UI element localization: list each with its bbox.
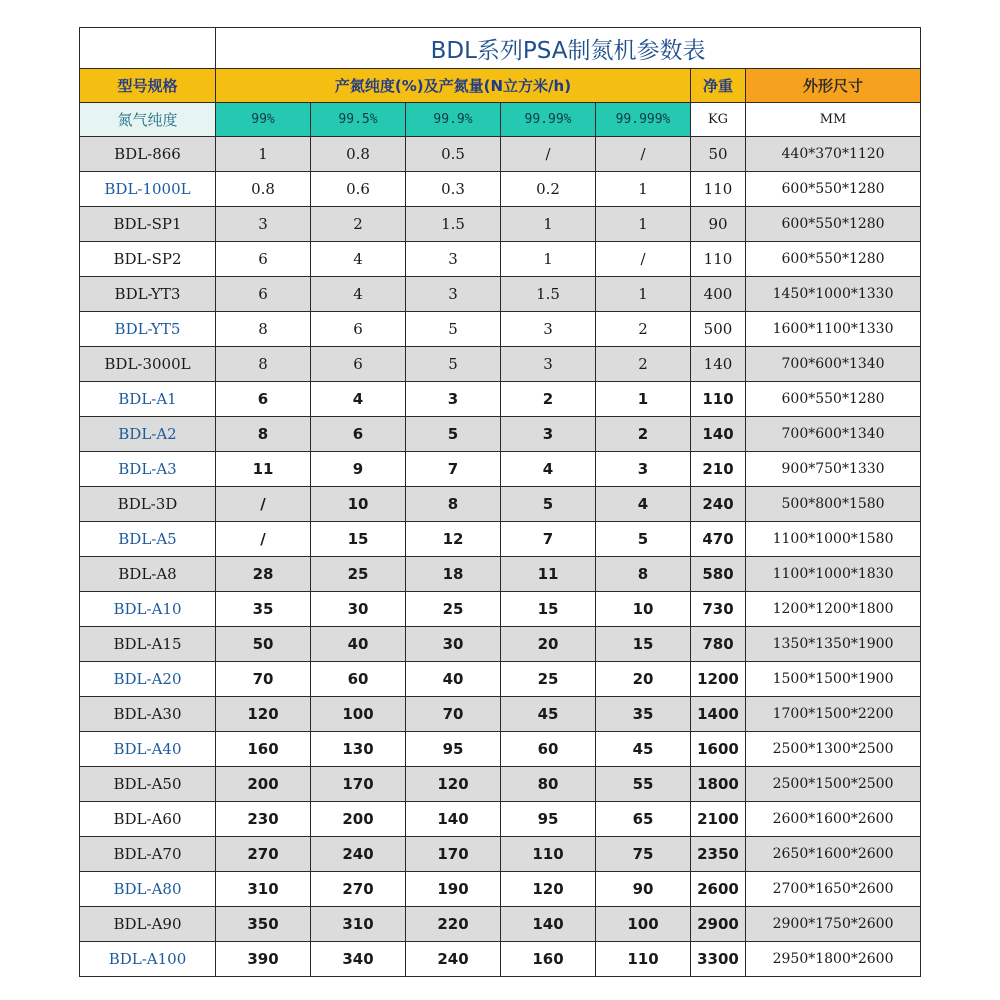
flow-cell: 8	[216, 417, 311, 452]
table-row	[80, 837, 921, 872]
flow-cell: 6	[311, 347, 406, 382]
flow-cell: 350	[216, 907, 311, 942]
purity-row	[80, 103, 921, 137]
flow-cell: 50	[216, 627, 311, 662]
model-cell: BDL-A1	[80, 382, 216, 417]
model-cell: BDL-A40	[80, 732, 216, 767]
parameter-table	[79, 27, 921, 977]
dims-cell: 2950*1800*2600	[746, 942, 921, 977]
purity-cell: 99.9%	[406, 103, 501, 137]
flow-cell: 2	[596, 347, 691, 382]
flow-cell: 10	[311, 487, 406, 522]
flow-cell: 7	[406, 452, 501, 487]
model-cell: BDL-A90	[80, 907, 216, 942]
weight-cell: 1600	[691, 732, 746, 767]
flow-cell: 20	[501, 627, 596, 662]
flow-cell: 3	[501, 417, 596, 452]
flow-cell: 15	[501, 592, 596, 627]
dims-cell: 1350*1350*1900	[746, 627, 921, 662]
table-row	[80, 592, 921, 627]
flow-cell: 6	[216, 277, 311, 312]
weight-cell: 210	[691, 452, 746, 487]
flow-cell: /	[596, 137, 691, 172]
flow-cell: 5	[406, 312, 501, 347]
flow-cell: 3	[501, 347, 596, 382]
flow-cell: 4	[501, 452, 596, 487]
flow-cell: 3	[406, 242, 501, 277]
flow-cell: 60	[311, 662, 406, 697]
flow-cell: 130	[311, 732, 406, 767]
weight-unit: KG	[691, 103, 746, 137]
flow-cell: 0.6	[311, 172, 406, 207]
flow-cell: 6	[216, 242, 311, 277]
flow-cell: 1	[596, 207, 691, 242]
model-cell: BDL-A3	[80, 452, 216, 487]
flow-cell: 12	[406, 522, 501, 557]
weight-cell: 2900	[691, 907, 746, 942]
model-cell: BDL-SP2	[80, 242, 216, 277]
weight-cell: 110	[691, 172, 746, 207]
flow-cell: 25	[311, 557, 406, 592]
dims-cell: 1600*1100*1330	[746, 312, 921, 347]
flow-cell: 110	[596, 942, 691, 977]
dims-cell: 900*750*1330	[746, 452, 921, 487]
dims-cell: 2650*1600*2600	[746, 837, 921, 872]
parameter-table-container	[79, 27, 920, 977]
table-row	[80, 627, 921, 662]
flow-cell: /	[216, 487, 311, 522]
flow-cell: 240	[406, 942, 501, 977]
flow-cell: 95	[501, 802, 596, 837]
flow-cell: 55	[596, 767, 691, 802]
flow-cell: 28	[216, 557, 311, 592]
weight-cell: 2600	[691, 872, 746, 907]
flow-cell: 35	[216, 592, 311, 627]
table-row	[80, 137, 921, 172]
flow-cell: 2	[596, 312, 691, 347]
flow-cell: 200	[311, 802, 406, 837]
flow-cell: 140	[501, 907, 596, 942]
flow-cell: 1	[501, 242, 596, 277]
flow-cell: 80	[501, 767, 596, 802]
flow-cell: /	[596, 242, 691, 277]
dims-cell: 1200*1200*1800	[746, 592, 921, 627]
table-title: BDL系列PSA制氮机参数表	[216, 28, 921, 69]
flow-cell: 2	[311, 207, 406, 242]
flow-cell: 140	[406, 802, 501, 837]
flow-cell: 0.5	[406, 137, 501, 172]
flow-cell: 30	[311, 592, 406, 627]
dims-cell: 1700*1500*2200	[746, 697, 921, 732]
table-row	[80, 277, 921, 312]
flow-cell: 10	[596, 592, 691, 627]
dims-cell: 600*550*1280	[746, 207, 921, 242]
model-cell: BDL-A20	[80, 662, 216, 697]
flow-cell: 1	[501, 207, 596, 242]
flow-cell: 4	[311, 242, 406, 277]
flow-cell: 3	[406, 382, 501, 417]
flow-cell: 120	[216, 697, 311, 732]
flow-cell: 270	[311, 872, 406, 907]
table-row	[80, 487, 921, 522]
flow-cell: 8	[216, 312, 311, 347]
model-cell: BDL-A2	[80, 417, 216, 452]
flow-cell: 1.5	[501, 277, 596, 312]
model-cell: BDL-1000L	[80, 172, 216, 207]
flow-cell: 120	[501, 872, 596, 907]
weight-cell: 1800	[691, 767, 746, 802]
flow-cell: 75	[596, 837, 691, 872]
flow-cell: 5	[501, 487, 596, 522]
flow-cell: 6	[311, 417, 406, 452]
flow-cell: 8	[216, 347, 311, 382]
flow-cell: 220	[406, 907, 501, 942]
flow-cell: 340	[311, 942, 406, 977]
purity-cell: 99.5%	[311, 103, 406, 137]
dims-cell: 700*600*1340	[746, 347, 921, 382]
flow-cell: 15	[596, 627, 691, 662]
model-cell: BDL-SP1	[80, 207, 216, 242]
flow-cell: 18	[406, 557, 501, 592]
flow-cell: 120	[406, 767, 501, 802]
weight-cell: 110	[691, 382, 746, 417]
header-row	[80, 69, 921, 103]
table-row	[80, 207, 921, 242]
table-row	[80, 382, 921, 417]
flow-cell: 70	[406, 697, 501, 732]
flow-cell: 9	[311, 452, 406, 487]
title-corner-cell	[80, 28, 216, 69]
header-flow: 产氮纯度(%)及产氮量(N立方米/h)	[216, 69, 691, 103]
weight-cell: 500	[691, 312, 746, 347]
dims-cell: 1100*1000*1830	[746, 557, 921, 592]
flow-cell: 390	[216, 942, 311, 977]
flow-cell: 0.2	[501, 172, 596, 207]
flow-cell: 200	[216, 767, 311, 802]
flow-cell: 230	[216, 802, 311, 837]
flow-cell: 2	[596, 417, 691, 452]
flow-cell: 6	[311, 312, 406, 347]
flow-cell: 5	[406, 417, 501, 452]
flow-cell: 4	[596, 487, 691, 522]
flow-cell: 7	[501, 522, 596, 557]
dims-cell: 2500*1300*2500	[746, 732, 921, 767]
dims-cell: 600*550*1280	[746, 242, 921, 277]
dims-cell: 1500*1500*1900	[746, 662, 921, 697]
table-row	[80, 557, 921, 592]
flow-cell: /	[501, 137, 596, 172]
weight-cell: 110	[691, 242, 746, 277]
dims-cell: 600*550*1280	[746, 172, 921, 207]
flow-cell: 110	[501, 837, 596, 872]
flow-cell: 100	[596, 907, 691, 942]
table-row	[80, 942, 921, 977]
model-cell: BDL-A10	[80, 592, 216, 627]
table-row	[80, 697, 921, 732]
table-row	[80, 907, 921, 942]
flow-cell: 1	[596, 172, 691, 207]
weight-cell: 240	[691, 487, 746, 522]
flow-cell: 11	[501, 557, 596, 592]
dims-cell: 1100*1000*1580	[746, 522, 921, 557]
dims-cell: 600*550*1280	[746, 382, 921, 417]
flow-cell: 90	[596, 872, 691, 907]
weight-cell: 140	[691, 417, 746, 452]
flow-cell: 40	[406, 662, 501, 697]
dims-cell: 2600*1600*2600	[746, 802, 921, 837]
flow-cell: 310	[216, 872, 311, 907]
model-cell: BDL-3D	[80, 487, 216, 522]
weight-cell: 780	[691, 627, 746, 662]
purity-cell: 99%	[216, 103, 311, 137]
weight-cell: 90	[691, 207, 746, 242]
title-row	[80, 28, 921, 69]
weight-cell: 2100	[691, 802, 746, 837]
table-row	[80, 312, 921, 347]
flow-cell: 1	[216, 137, 311, 172]
flow-cell: 170	[311, 767, 406, 802]
flow-cell: 1.5	[406, 207, 501, 242]
flow-cell: 4	[311, 277, 406, 312]
flow-cell: 5	[596, 522, 691, 557]
flow-cell: 100	[311, 697, 406, 732]
table-row	[80, 872, 921, 907]
flow-cell: 40	[311, 627, 406, 662]
purity-cell: 99.99%	[501, 103, 596, 137]
flow-cell: 95	[406, 732, 501, 767]
flow-cell: 240	[311, 837, 406, 872]
flow-cell: 35	[596, 697, 691, 732]
dims-cell: 2700*1650*2600	[746, 872, 921, 907]
model-cell: BDL-A50	[80, 767, 216, 802]
flow-cell: 25	[406, 592, 501, 627]
flow-cell: 0.8	[216, 172, 311, 207]
weight-cell: 580	[691, 557, 746, 592]
flow-cell: 5	[406, 347, 501, 382]
flow-cell: 60	[501, 732, 596, 767]
flow-cell: 2	[501, 382, 596, 417]
model-cell: BDL-3000L	[80, 347, 216, 382]
flow-cell: 170	[406, 837, 501, 872]
flow-cell: 30	[406, 627, 501, 662]
dims-cell: 2500*1500*2500	[746, 767, 921, 802]
flow-cell: 160	[501, 942, 596, 977]
flow-cell: 3	[596, 452, 691, 487]
model-cell: BDL-YT5	[80, 312, 216, 347]
model-cell: BDL-866	[80, 137, 216, 172]
header-dims: 外形尺寸	[746, 69, 921, 103]
table-row	[80, 417, 921, 452]
header-model: 型号规格	[80, 69, 216, 103]
purity-cell: 99.999%	[596, 103, 691, 137]
flow-cell: 15	[311, 522, 406, 557]
table-row	[80, 522, 921, 557]
table-row	[80, 172, 921, 207]
dims-cell: 1450*1000*1330	[746, 277, 921, 312]
weight-cell: 1200	[691, 662, 746, 697]
dims-cell: 700*600*1340	[746, 417, 921, 452]
flow-cell: 270	[216, 837, 311, 872]
weight-cell: 1400	[691, 697, 746, 732]
table-row	[80, 732, 921, 767]
header-weight: 净重	[691, 69, 746, 103]
weight-cell: 2350	[691, 837, 746, 872]
flow-cell: 4	[311, 382, 406, 417]
model-cell: BDL-A30	[80, 697, 216, 732]
weight-cell: 140	[691, 347, 746, 382]
model-cell: BDL-A100	[80, 942, 216, 977]
weight-cell: 730	[691, 592, 746, 627]
table-row	[80, 452, 921, 487]
flow-cell: 8	[406, 487, 501, 522]
table-row	[80, 242, 921, 277]
flow-cell: 3	[406, 277, 501, 312]
table-row	[80, 662, 921, 697]
flow-cell: 70	[216, 662, 311, 697]
flow-cell: 0.8	[311, 137, 406, 172]
model-cell: BDL-A15	[80, 627, 216, 662]
weight-cell: 3300	[691, 942, 746, 977]
weight-cell: 400	[691, 277, 746, 312]
flow-cell: 8	[596, 557, 691, 592]
model-cell: BDL-A70	[80, 837, 216, 872]
model-cell: BDL-A8	[80, 557, 216, 592]
purity-label: 氮气纯度	[80, 103, 216, 137]
weight-cell: 50	[691, 137, 746, 172]
flow-cell: 6	[216, 382, 311, 417]
table-row	[80, 802, 921, 837]
weight-cell: 470	[691, 522, 746, 557]
flow-cell: 25	[501, 662, 596, 697]
flow-cell: 65	[596, 802, 691, 837]
flow-cell: 0.3	[406, 172, 501, 207]
flow-cell: 1	[596, 382, 691, 417]
model-cell: BDL-A80	[80, 872, 216, 907]
model-cell: BDL-YT3	[80, 277, 216, 312]
flow-cell: 45	[501, 697, 596, 732]
flow-cell: 3	[216, 207, 311, 242]
flow-cell: 160	[216, 732, 311, 767]
dims-unit: MM	[746, 103, 921, 137]
flow-cell: /	[216, 522, 311, 557]
flow-cell: 310	[311, 907, 406, 942]
dims-cell: 440*370*1120	[746, 137, 921, 172]
dims-cell: 500*800*1580	[746, 487, 921, 522]
table-row	[80, 347, 921, 382]
flow-cell: 1	[596, 277, 691, 312]
dims-cell: 2900*1750*2600	[746, 907, 921, 942]
flow-cell: 3	[501, 312, 596, 347]
table-row	[80, 767, 921, 802]
flow-cell: 20	[596, 662, 691, 697]
flow-cell: 11	[216, 452, 311, 487]
flow-cell: 190	[406, 872, 501, 907]
model-cell: BDL-A5	[80, 522, 216, 557]
model-cell: BDL-A60	[80, 802, 216, 837]
flow-cell: 45	[596, 732, 691, 767]
